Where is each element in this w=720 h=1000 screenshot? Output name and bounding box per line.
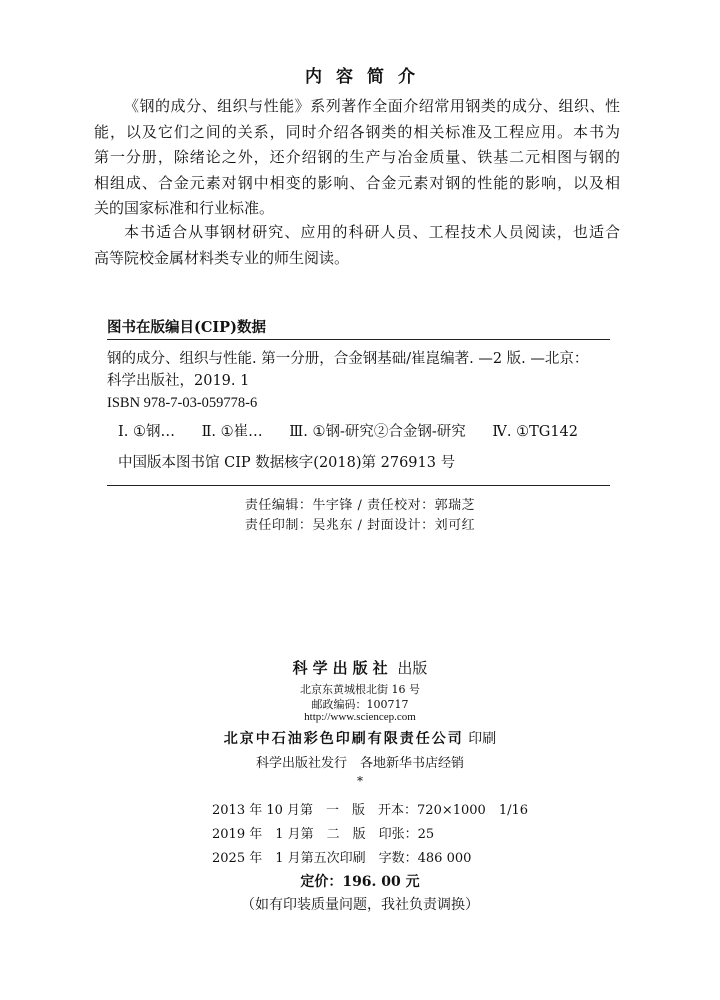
editor-credits: 责任编辑：牛宇锋 / 责任校对：郭瑞芝: [244, 498, 476, 513]
edition-line-3: 2025 年 1 月第五次印刷 字数：486 000: [212, 851, 472, 866]
publisher-name: 科学出版社: [292, 659, 393, 677]
intro-paragraph-1: [94, 94, 620, 222]
distribution-line: 科学出版社发行 各地新华书店经销: [255, 756, 464, 771]
intro-title: 内容简介: [305, 67, 429, 87]
publisher-line: [0, 657, 720, 678]
cip-isbn: ISBN 978-7-03-059778-6: [107, 395, 258, 411]
intro-p1-line: 能，以及它们之间的关系，同时介绍各钢类的相关标准及工程应用。本书为: [94, 122, 620, 141]
cip-classification: [118, 420, 600, 441]
intro-p1-line: 第一分册，除绪论之外，还介绍钢的生产与冶金质量、铁基二元相图与钢的: [94, 148, 620, 166]
intro-paragraph-2: [94, 220, 620, 271]
edition-line-1: 2013 年 10 月第 一 版 开本：720×1000 1/16: [212, 803, 529, 818]
cip-entry-line-2: 科学出版社，2019. 1: [107, 373, 250, 389]
publisher-url: http://www.sciencep.com: [304, 711, 416, 723]
quality-notice: （如有印装质量问题，我社负责调换）: [241, 897, 479, 913]
cip-class-item: Ⅱ. ①崔…: [201, 424, 263, 440]
publisher-suffix: 出版: [397, 659, 428, 677]
printer-line: [0, 728, 720, 748]
intro-p1-line: 相组成、合金元素对钢中相变的影响、合金元素对钢的性能的影响，以及相: [94, 173, 620, 192]
intro-p2-line: 高等院校金属材料类专业的师生阅读。: [94, 248, 350, 267]
price: 定价：196. 00 元: [300, 874, 420, 890]
cip-record-number: 中国版本图书馆 CIP 数据核字(2018)第 276913 号: [118, 455, 456, 471]
cip-bottom-rule: [107, 485, 610, 486]
cip-class-item: Ⅲ. ①钢-研究②合金钢-研究: [289, 424, 466, 440]
intro-p2-line: 本书适合从事钢材研究、应用的科研人员、工程技术人员阅读，也适合: [124, 223, 620, 241]
publisher-address: 北京东黄城根北街 16 号: [300, 683, 420, 696]
cip-class-item: Ⅰ. ①钢…: [118, 424, 175, 440]
intro-p1-line: 关的国家标准和行业标准。: [94, 199, 275, 217]
printer-suffix: 印刷: [468, 731, 497, 747]
edition-line-2: 2019 年 1 月第 二 版 印张：25: [212, 827, 435, 842]
cip-heading: 图书在版编目(CIP)数据: [107, 319, 266, 336]
cip-top-rule: [107, 339, 610, 340]
separator-star: *: [357, 774, 363, 788]
publisher-postcode: 邮政编码：100717: [311, 698, 409, 711]
cip-entry-line-1: 钢的成分、组织与性能. 第一分册，合金钢基础/崔崑编著. —2 版. —北京：: [107, 351, 589, 367]
cip-class-item: Ⅳ. ①TG142: [492, 424, 578, 440]
printer-name: 北京中石油彩色印刷有限责任公司: [223, 731, 464, 747]
intro-p1-line: 《钢的成分、组织与性能》系列著作全面介绍常用钢类的成分、组织、性: [124, 97, 620, 115]
production-credits: 责任印制：吴兆东 / 封面设计：刘可红: [244, 518, 476, 533]
